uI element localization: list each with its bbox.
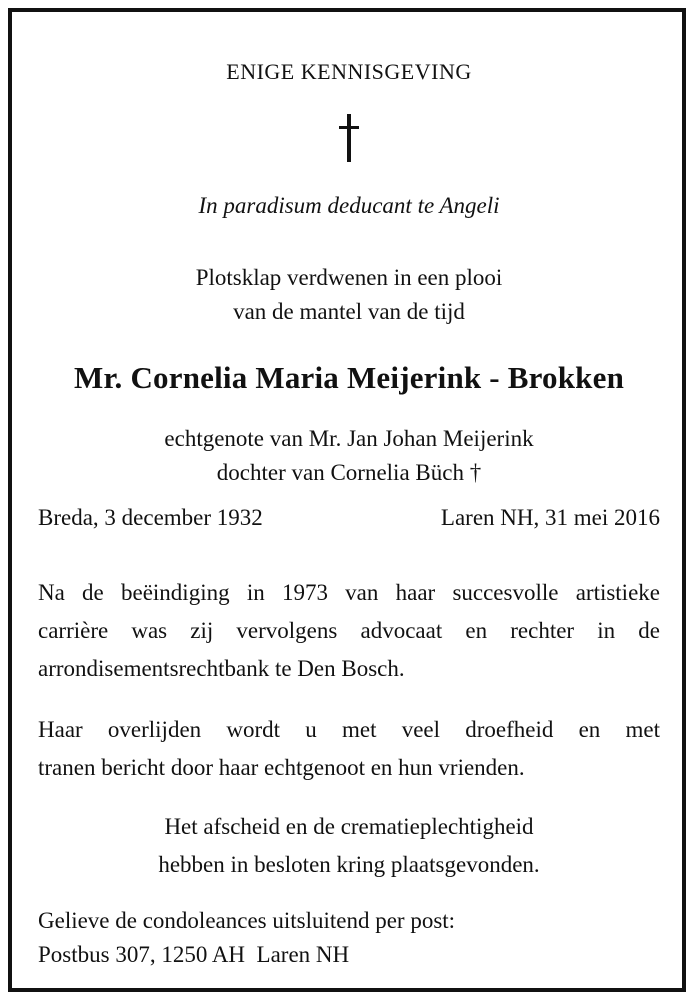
condolence-instruction: Gelieve de condoleances uitsluitend per post: — [38, 908, 456, 933]
notice-border — [8, 8, 686, 992]
poem-verse — [38, 261, 660, 329]
deceased-name: Mr. Cornelia Maria Meijerink - Brokken — [73, 360, 625, 395]
birth-date: Breda, 3 december 1932 — [38, 505, 263, 530]
cross-icon — [339, 114, 359, 162]
paragraph-line: carrière was zij vervolgens advocaat en rechter in de — [38, 618, 660, 643]
verse-line: van de mantel van de tijd — [233, 299, 465, 324]
paragraph-line: arrondisementsrechtbank te Den Bosch. — [38, 656, 405, 681]
paragraph-line: hebben in besloten kring plaatsgevonden. — [158, 852, 540, 877]
farewell-paragraph — [38, 808, 660, 884]
announcement-paragraph — [38, 711, 660, 787]
paragraph-line: tranen bericht door haar echtgenoot en hun vrienden. — [38, 755, 525, 780]
condolence-info — [38, 904, 660, 972]
verse-line: Plotsklap verdwenen in een plooi — [195, 265, 503, 290]
paragraph-line: Haar overlijden wordt u met veel droefheid en met — [38, 717, 660, 742]
life-dates — [38, 505, 660, 531]
latin-motto: In paradisum deducant te Angeli — [198, 193, 500, 218]
spouse-line: echtgenote van Mr. Jan Johan Meijerink — [164, 426, 534, 451]
family-relations — [38, 422, 660, 490]
postal-address: Postbus 307, 1250 AH Laren NH — [38, 942, 350, 967]
career-paragraph — [38, 574, 660, 688]
death-date: Laren NH, 31 mei 2016 — [440, 505, 660, 530]
notice-heading: ENIGE KENNISGEVING — [226, 59, 472, 84]
paragraph-line: Na de beëindiging in 1973 van haar succesvolle artistieke — [38, 580, 660, 605]
paragraph-line: Het afscheid en de crematieplechtigheid — [164, 814, 534, 839]
mother-line: dochter van Cornelia Büch † — [216, 460, 482, 485]
notice-content — [38, 12, 660, 988]
